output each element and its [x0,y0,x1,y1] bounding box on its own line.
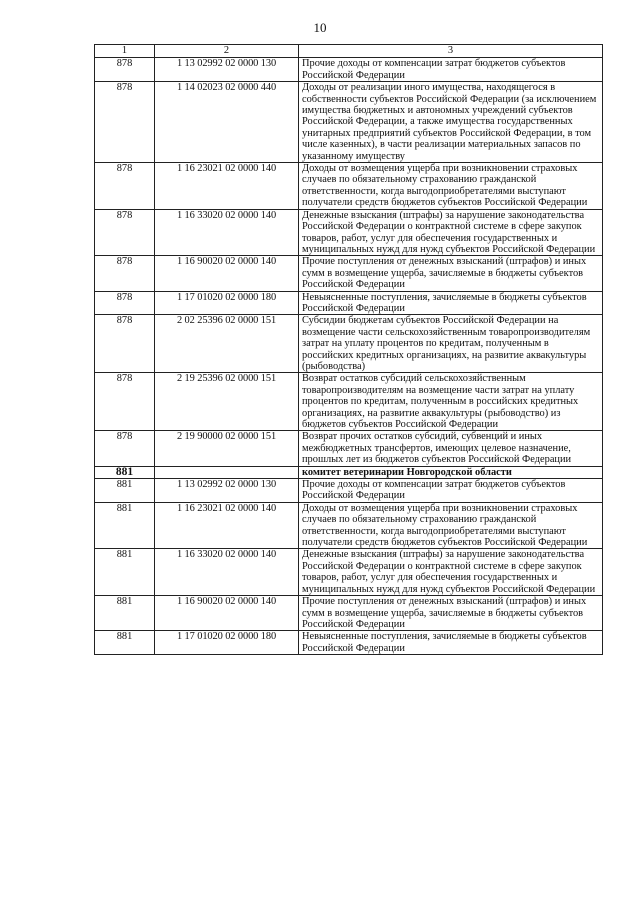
budget-code-cell: 1 17 01020 02 0000 180 [155,631,299,655]
admin-code-cell: 878 [95,82,155,163]
budget-code-cell: 2 19 90000 02 0000 151 [155,431,299,466]
budget-code-cell: 1 16 33020 02 0000 140 [155,549,299,596]
admin-code-cell: 881 [95,596,155,631]
description-cell: Прочие поступления от денежных взысканий (штрафов) и иных сумм в возмещение ущерба, зачисляемые в бюджеты субъектов Российской Федерации [299,256,603,291]
description-cell: Денежные взыскания (штрафы) за нарушение законодательства Российской Федерации о контрактной системе в сфере закупок товаров, работ, услуг для обеспечения государственных и муниципальных нужд для нужд субъектов Российской Федерации [299,549,603,596]
admin-code-cell: 881 [95,502,155,549]
table-row [95,163,603,210]
column-header-admin: 1 [95,45,155,58]
description-cell: Прочие поступления от денежных взысканий (штрафов) и иных сумм в возмещение ущерба, зачисляемые в бюджеты субъектов Российской Федерации [299,596,603,631]
description-cell: Доходы от реализации иного имущества, находящегося в собственности субъектов Российской Федерации (за исключением имущества бюджетных и автономных учреждений субъектов Российской Федерации, а также имущества государственных унитарных предприятий субъектов Российской Федерации, в том числе казенных), в части реализации материальных запасов по указанному имуществу [299,82,603,163]
description-cell: Доходы от возмещения ущерба при возникновении страховых случаев по обязательному страхованию гражданской ответственности, когда выгодоприобретателями выступают получатели средств бюджетов субъектов Российской Федерации [299,502,603,549]
group-header-row [95,466,603,478]
budget-code-cell: 1 16 90020 02 0000 140 [155,256,299,291]
table-row [95,479,603,503]
table-row [95,631,603,655]
budget-code-cell: 2 19 25396 02 0000 151 [155,373,299,431]
budget-code-cell: 1 13 02992 02 0000 130 [155,58,299,82]
description-cell: Прочие доходы от компенсации затрат бюджетов субъектов Российской Федерации [299,58,603,82]
table-row [95,58,603,82]
table-row [95,431,603,466]
admin-code-cell: 878 [95,163,155,210]
table-row [95,502,603,549]
table-row [95,209,603,256]
page-number: 10 [313,20,327,35]
description-cell: Субсидии бюджетам субъектов Российской Федерации на возмещение части сельскохозяйственным товаропроизводителям затрат на уплату процентов по кредитам, полученным в российских кредитных организациях, на развитие аквакультуры (рыбоводства) [299,315,603,373]
table-row [95,549,603,596]
description-cell: Возврат остатков субсидий сельскохозяйственным товаропроизводителям на возмещение части затрат на уплату процентов по кредитам, полученным в российских кредитных организациях, на развитие аквакультуры (рыбоводство) из бюджетов субъектов Российской Федерации [299,373,603,431]
budget-code-cell: 1 14 02023 02 0000 440 [155,82,299,163]
budget-code-cell [155,466,299,478]
budget-code-cell: 1 13 02992 02 0000 130 [155,479,299,503]
administrator-name-cell: комитет ветеринарии Новгородской области [299,466,603,478]
budget-code-cell: 1 16 23021 02 0000 140 [155,163,299,210]
description-cell: Невыясненные поступления, зачисляемые в бюджеты субъектов Российской Федерации [299,291,603,315]
table-header-row [95,45,603,58]
budget-code-cell: 1 16 33020 02 0000 140 [155,209,299,256]
admin-code-cell: 878 [95,58,155,82]
revenue-codes-table [94,44,603,655]
table-row [95,256,603,291]
admin-code-cell: 881 [95,631,155,655]
description-cell: Прочие доходы от компенсации затрат бюджетов субъектов Российской Федерации [299,479,603,503]
table-row [95,596,603,631]
admin-code-cell: 878 [95,256,155,291]
table-row [95,315,603,373]
budget-code-cell: 2 02 25396 02 0000 151 [155,315,299,373]
table-row [95,373,603,431]
description-cell: Невыясненные поступления, зачисляемые в бюджеты субъектов Российской Федерации [299,631,603,655]
table-row [95,82,603,163]
column-header-description: 3 [299,45,603,58]
budget-code-cell: 1 16 90020 02 0000 140 [155,596,299,631]
column-header-code: 2 [155,45,299,58]
admin-code-cell: 878 [95,209,155,256]
budget-code-cell: 1 16 23021 02 0000 140 [155,502,299,549]
description-cell: Возврат прочих остатков субсидий, субвенций и иных межбюджетных трансфертов, имеющих целевое назначение, прошлых лет из бюджетов субъектов Российской Федерации [299,431,603,466]
table-row [95,291,603,315]
admin-code-cell: 881 [95,479,155,503]
admin-code-cell: 881 [95,549,155,596]
admin-code-cell: 878 [95,373,155,431]
admin-code-cell: 878 [95,315,155,373]
budget-code-cell: 1 17 01020 02 0000 180 [155,291,299,315]
admin-code-cell: 881 [95,466,155,478]
admin-code-cell: 878 [95,431,155,466]
admin-code-cell: 878 [95,291,155,315]
description-cell: Доходы от возмещения ущерба при возникновении страховых случаев по обязательному страхованию гражданской ответственности, когда выгодоприобретателями выступают получатели средств бюджетов субъектов Российской Федерации [299,163,603,210]
description-cell: Денежные взыскания (штрафы) за нарушение законодательства Российской Федерации о контрактной системе в сфере закупок товаров, работ, услуг для обеспечения государственных и муниципальных нужд для нужд субъектов Российской Федерации [299,209,603,256]
